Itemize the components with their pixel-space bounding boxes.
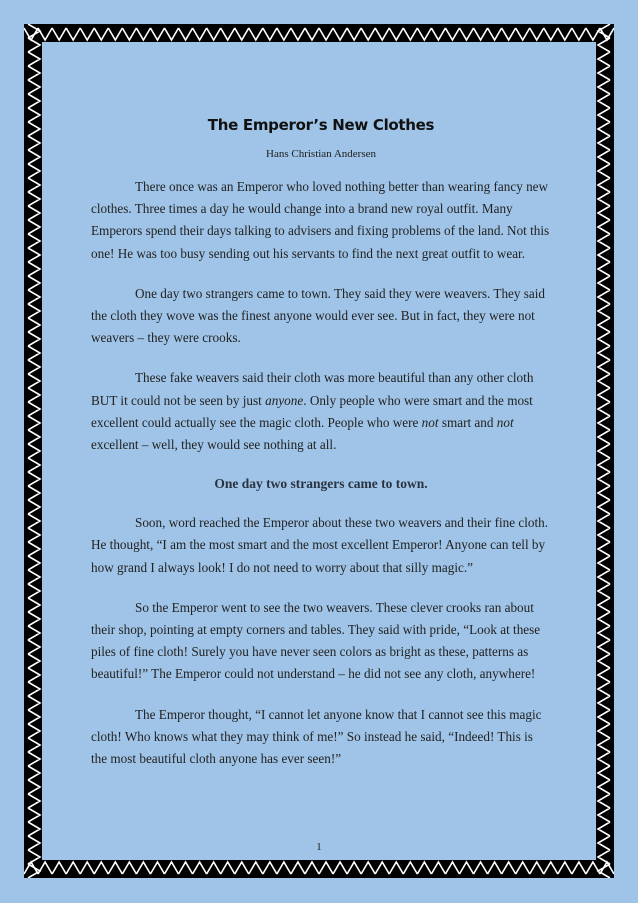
emphasis-text: not	[496, 414, 514, 430]
border-bottom-zigzag	[24, 858, 614, 878]
story-title: The Emperor’s New Clothes	[207, 116, 435, 134]
story-paragraph	[91, 367, 551, 456]
paragraph-text: So the Emperor went to see the two weavers. These clever crooks ran about their shop, pointing at empty corners and tables. They said with pride, “Look at these piles of fine cloth! Surely you have never seen colors as bright as these, patterns as beautiful!” The Emperor could not understand – he did not see any cloth, anywhere!	[91, 599, 541, 682]
paragraphs-before	[91, 176, 551, 456]
story-paragraph	[91, 176, 551, 265]
zigzag-pattern	[598, 24, 610, 878]
paragraph-text: One day two strangers came to town. They said they were weavers. They said the cloth they wove was the finest anyone would ever see. But in fact, they were not weavers – they were crooks.	[91, 285, 546, 346]
zigzag-pattern	[28, 24, 40, 878]
story-author: Hans Christian Andersen	[266, 148, 376, 160]
border-right-zigzag	[594, 24, 614, 878]
story-content	[91, 116, 551, 770]
page-number: 1	[316, 841, 322, 853]
paragraph-text: The Emperor thought, “I cannot let anyone know that I cannot see this magic cloth! Who knows what they may think of me!” So instead he said, “Indeed! This is the most beautiful cloth anyone has ever seen!”	[91, 706, 542, 767]
paragraphs-after	[91, 512, 551, 770]
paragraph-text: smart and	[438, 414, 497, 430]
zigzag-pattern	[24, 862, 614, 874]
story-paragraph	[91, 283, 551, 350]
paragraph-text: Soon, word reached the Emperor about these two weavers and their fine cloth. He thought, “I am the most smart and the most excellent Emperor! Anyone can tell by how grand I always look! I do not need to worry about that silly magic.”	[91, 515, 549, 575]
border-left-zigzag	[24, 24, 44, 878]
paragraph-text: These fake weavers said their cloth was more beautiful than any other cloth BUT it could not be seen by just	[91, 370, 534, 408]
story-paragraph	[91, 704, 551, 771]
story-paragraph	[91, 512, 551, 579]
pull-quote: One day two strangers came to town.	[214, 476, 428, 492]
border-top-zigzag	[24, 24, 614, 44]
story-paragraph	[91, 597, 551, 686]
zigzag-pattern	[24, 28, 614, 40]
emphasis-text: anyone	[265, 392, 304, 408]
emphasis-text: not	[421, 414, 439, 430]
paragraph-text: . Only people who were smart and the most excellent could actually see the magic cloth. People who were	[91, 392, 533, 430]
paragraph-text: There once was an Emperor who loved nothing better than wearing fancy new clothes. Three times a day he would change into a brand new royal outfit. Many Emperors spend their days talking to advisers and fixing problems of the land. Not this one! He was too busy sending out his servants to find the next great outfit to wear.	[91, 179, 550, 261]
paragraph-text: excellent – well, they would see nothing at all.	[91, 437, 337, 453]
